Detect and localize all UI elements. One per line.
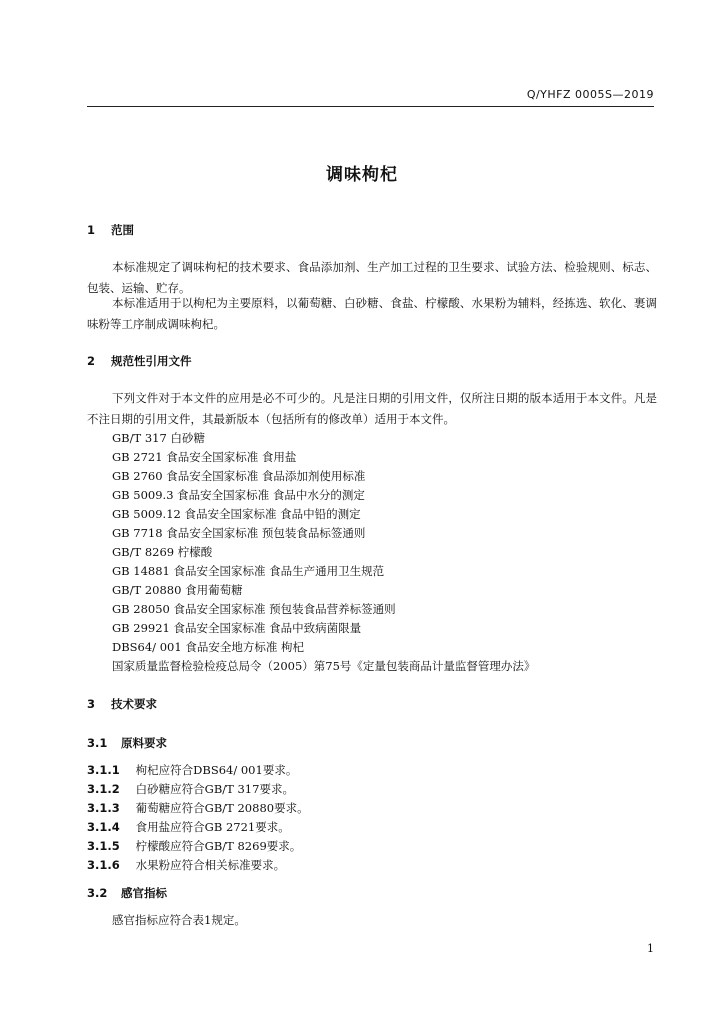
- section-heading-scope: [87, 222, 134, 238]
- item-number: 3.1.6: [87, 858, 120, 872]
- reference-item: GB 5009.3 食品安全国家标准 食品中水分的测定: [112, 488, 365, 502]
- subsection-heading-sensory: [87, 885, 167, 901]
- subsection-title: 感官指标: [121, 886, 168, 900]
- requirement-item: [87, 800, 309, 816]
- reference-item: 国家质量监督检验检疫总局令（2005）第75号《定量包装商品计量监督管理办法》: [112, 659, 536, 673]
- section-number: 2: [87, 354, 96, 368]
- document-title: 调味枸杞: [326, 165, 398, 185]
- sensory-paragraph: 感官指标应符合表1规定。: [112, 913, 246, 927]
- item-number: 3.1.2: [87, 782, 120, 796]
- section-title: 范围: [111, 223, 135, 237]
- item-text: 水果粉应符合相关标准要求。: [135, 858, 286, 872]
- reference-item: GB 29921 食品安全国家标准 食品中致病菌限量: [112, 621, 362, 635]
- reference-item: GB 5009.12 食品安全国家标准 食品中铅的测定: [112, 507, 361, 521]
- reference-item: GB/T 317 白砂糖: [112, 431, 205, 445]
- reference-item: GB/T 20880 食用葡萄糖: [112, 583, 243, 597]
- subsection-number: 3.2: [87, 886, 108, 900]
- requirement-item: [87, 838, 301, 854]
- section-number: 3: [87, 697, 96, 711]
- subsection-heading-raw-material: [87, 735, 167, 751]
- item-number: 3.1.1: [87, 763, 120, 777]
- subsection-title: 原料要求: [121, 736, 168, 750]
- item-text: 葡萄糖应符合GB/T 20880要求。: [135, 801, 309, 815]
- requirement-item: [87, 781, 294, 797]
- item-text: 枸杞应符合DBS64/ 001要求。: [135, 763, 298, 777]
- item-number: 3.1.5: [87, 839, 120, 853]
- item-number: 3.1.3: [87, 801, 120, 815]
- reference-item: GB 2721 食品安全国家标准 食用盐: [112, 450, 297, 464]
- section-title: 规范性引用文件: [111, 354, 192, 368]
- header-rule: [87, 106, 654, 107]
- item-text: 白砂糖应符合GB/T 317要求。: [135, 782, 294, 796]
- reference-item: GB 14881 食品安全国家标准 食品生产通用卫生规范: [112, 564, 385, 578]
- references-intro: 下列文件对于本文件的应用是必不可少的。凡是注日期的引用文件，仅所注日期的版本适用于本文件。凡是不注日期的引用文件，其最新版本（包括所有的修改单）适用于本文件。: [87, 391, 657, 426]
- section-number: 1: [87, 223, 96, 237]
- reference-item: GB/T 8269 柠檬酸: [112, 545, 213, 559]
- item-number: 3.1.4: [87, 820, 120, 834]
- section-title: 技术要求: [111, 697, 158, 711]
- reference-item: GB 28050 食品安全国家标准 预包装食品营养标签通则: [112, 602, 396, 616]
- reference-item: GB 2760 食品安全国家标准 食品添加剂使用标准: [112, 469, 366, 483]
- item-text: 柠檬酸应符合GB/T 8269要求。: [135, 839, 302, 853]
- item-text: 食用盐应符合GB 2721要求。: [135, 820, 290, 834]
- requirement-item: [87, 819, 290, 835]
- document-code: Q/YHFZ 0005S—2019: [526, 88, 654, 101]
- subsection-number: 3.1: [87, 736, 108, 750]
- requirement-item: [87, 762, 297, 778]
- section-heading-technical-requirements: [87, 696, 157, 712]
- requirement-item: [87, 857, 285, 873]
- section-heading-normative-references: [87, 353, 192, 369]
- reference-item: GB 7718 食品安全国家标准 预包装食品标签通则: [112, 526, 366, 540]
- reference-item: DBS64/ 001 食品安全地方标准 枸杞: [112, 640, 304, 654]
- page-number: 1: [647, 942, 654, 955]
- scope-paragraph-2: 本标准适用于以枸杞为主要原料，以葡萄糖、白砂糖、食盐、柠檬酸、水果粉为辅料，经拣选、软化、裹调味粉等工序制成调味枸杞。: [87, 296, 657, 331]
- scope-paragraph-1: 本标准规定了调味枸杞的技术要求、食品添加剂、生产加工过程的卫生要求、试验方法、检验规则、标志、包装、运输、贮存。: [87, 260, 657, 295]
